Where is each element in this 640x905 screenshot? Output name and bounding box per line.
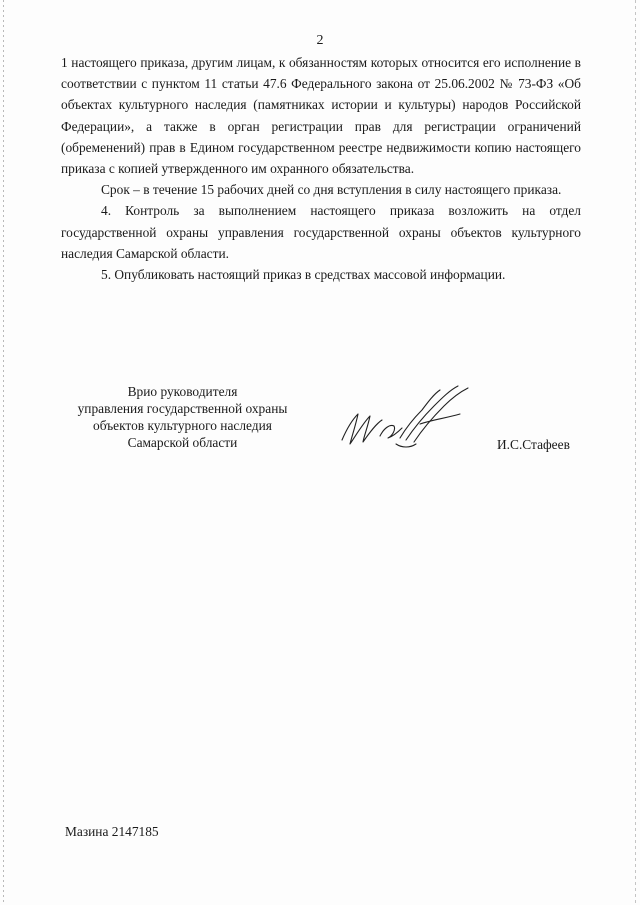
position-line: объектов культурного наследия: [93, 418, 272, 433]
scan-edge-right: [635, 0, 636, 905]
paragraph-deadline: Срок – в течение 15 рабочих дней со дня вступления в силу настоящего приказа.: [101, 182, 562, 198]
position-line: Самарской области: [127, 435, 238, 450]
handwritten-signature: [336, 378, 476, 458]
paragraph-item-4: 4. Контроль за выполнением настоящего приказа возложить на отдел государственной охраны управления государственной охраны объектов культурного наследия Самарской области.: [61, 203, 581, 261]
page-number: 2: [316, 33, 324, 48]
position-line: Врио руководителя: [127, 384, 238, 399]
signatory-position: [50, 383, 315, 451]
signer-name: И.С.Стафеев: [497, 437, 570, 452]
executor-note: Мазина 2147185: [65, 824, 159, 839]
position-line: управления государственной охраны: [77, 401, 288, 416]
paragraph-continuation: 1 настоящего приказа, другим лицам, к обязанностям которых относится его исполнение в соответствии с пунктом 11 статьи 47.6 Федерального закона от 25.06.2002 № 73-ФЗ «Об объектах культурного наследия (памятниках истории и культуры) народов Российской Федерации», а также в орган регистрации прав для регистрации ограничений (обременений) прав в Едином государственном реестре недвижимости копию настоящего приказа с копией утвержденного им охранного обязательства.: [61, 55, 581, 177]
paragraph-item-5: 5. Опубликовать настоящий приказ в средствах массовой информации.: [101, 267, 506, 283]
document-body: [61, 52, 581, 285]
scan-edge-left: [3, 0, 4, 905]
